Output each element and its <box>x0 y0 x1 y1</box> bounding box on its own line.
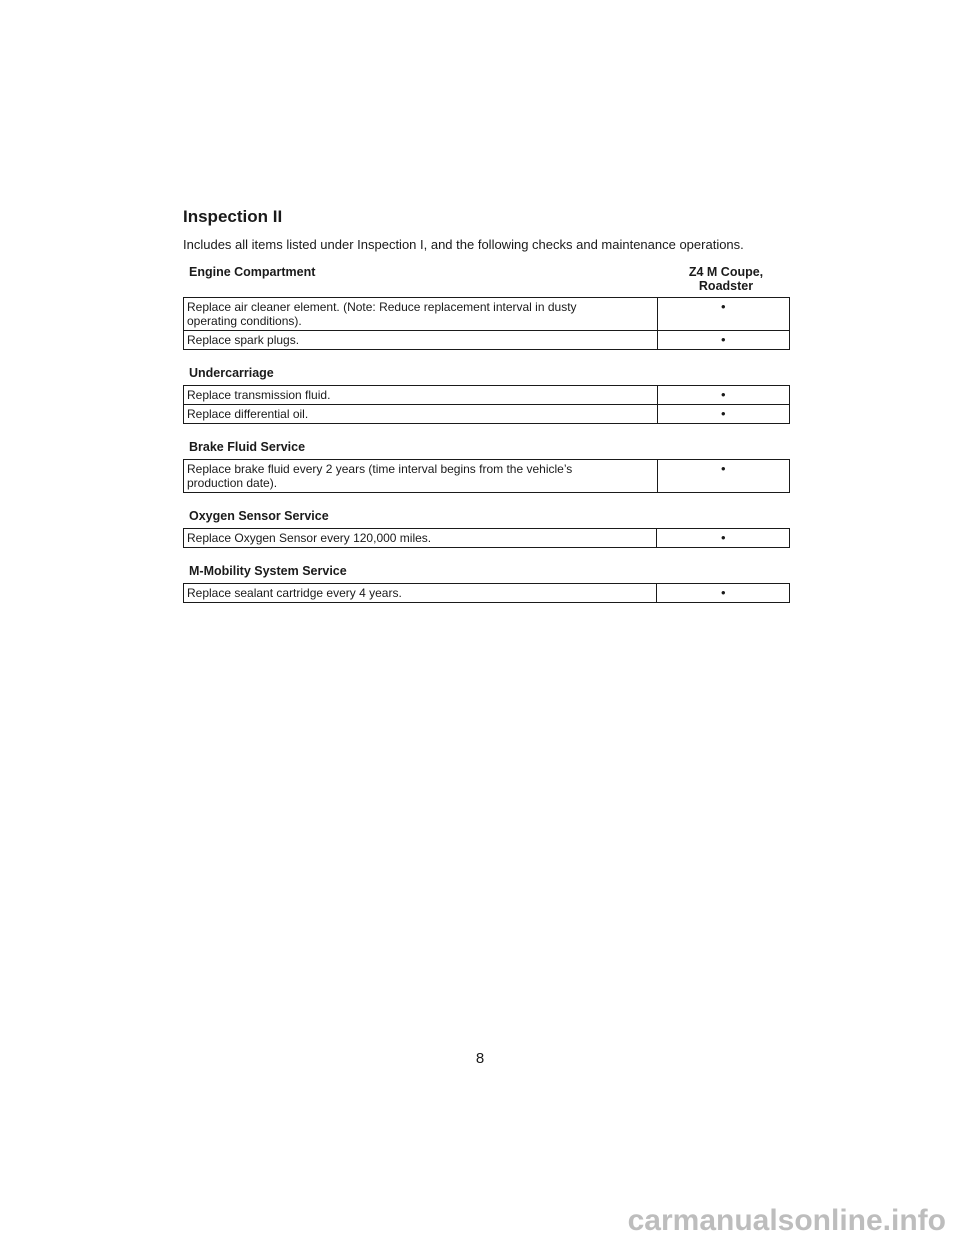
table-row <box>184 460 790 493</box>
task-description: Replace Oxygen Sensor every 120,000 miles. <box>184 529 657 548</box>
m-mobility-table <box>183 583 790 603</box>
applies-mark: • <box>657 405 789 424</box>
section-title-oxygen-sensor: Oxygen Sensor Service <box>189 509 329 523</box>
task-description-line: Replace air cleaner element. (Note: Reduce replacement interval in dusty <box>187 300 577 314</box>
page-title: Inspection II <box>183 207 283 226</box>
applies-mark: • <box>657 331 789 350</box>
task-description-line: Replace brake fluid every 2 years (time interval begins from the vehicle’s <box>187 462 573 476</box>
applies-mark: • <box>657 584 790 603</box>
model-header-line1: Z4 M Coupe, <box>688 265 764 279</box>
task-description: Replace spark plugs. <box>184 331 658 350</box>
undercarriage-table <box>183 385 790 424</box>
document-page <box>183 204 790 603</box>
task-description <box>184 298 658 331</box>
table-row <box>184 529 790 548</box>
task-description: Replace transmission fluid. <box>184 386 658 405</box>
table-row <box>184 405 790 424</box>
task-description <box>184 460 658 493</box>
watermark-text: carmanualsonline.info <box>627 1204 946 1237</box>
applies-mark: • <box>657 460 790 493</box>
engine-compartment-table <box>183 297 790 350</box>
applies-mark: • <box>657 386 789 405</box>
oxygen-sensor-table <box>183 528 790 548</box>
applies-mark: • <box>657 298 789 331</box>
model-header-line2: Roadster <box>698 279 754 293</box>
section-title-engine-compartment: Engine Compartment <box>189 265 316 279</box>
task-description-line: production date). <box>187 476 278 490</box>
column-header-row <box>183 265 790 293</box>
intro-text: Includes all items listed under Inspection I, and the following checks and maintenance operations. <box>183 237 744 252</box>
brake-fluid-table <box>183 459 790 493</box>
task-description-line: operating conditions). <box>187 314 302 328</box>
table-row <box>184 331 790 350</box>
table-row <box>184 298 790 331</box>
task-description: Replace sealant cartridge every 4 years. <box>184 584 657 603</box>
task-description: Replace differential oil. <box>184 405 658 424</box>
section-title-m-mobility: M-Mobility System Service <box>189 564 347 578</box>
applies-mark: • <box>657 529 790 548</box>
page-number: 8 <box>475 1050 485 1067</box>
model-column-header <box>662 265 790 293</box>
section-title-brake-fluid: Brake Fluid Service <box>189 440 306 454</box>
table-row <box>184 386 790 405</box>
section-title-undercarriage: Undercarriage <box>189 366 274 380</box>
table-row <box>184 584 790 603</box>
